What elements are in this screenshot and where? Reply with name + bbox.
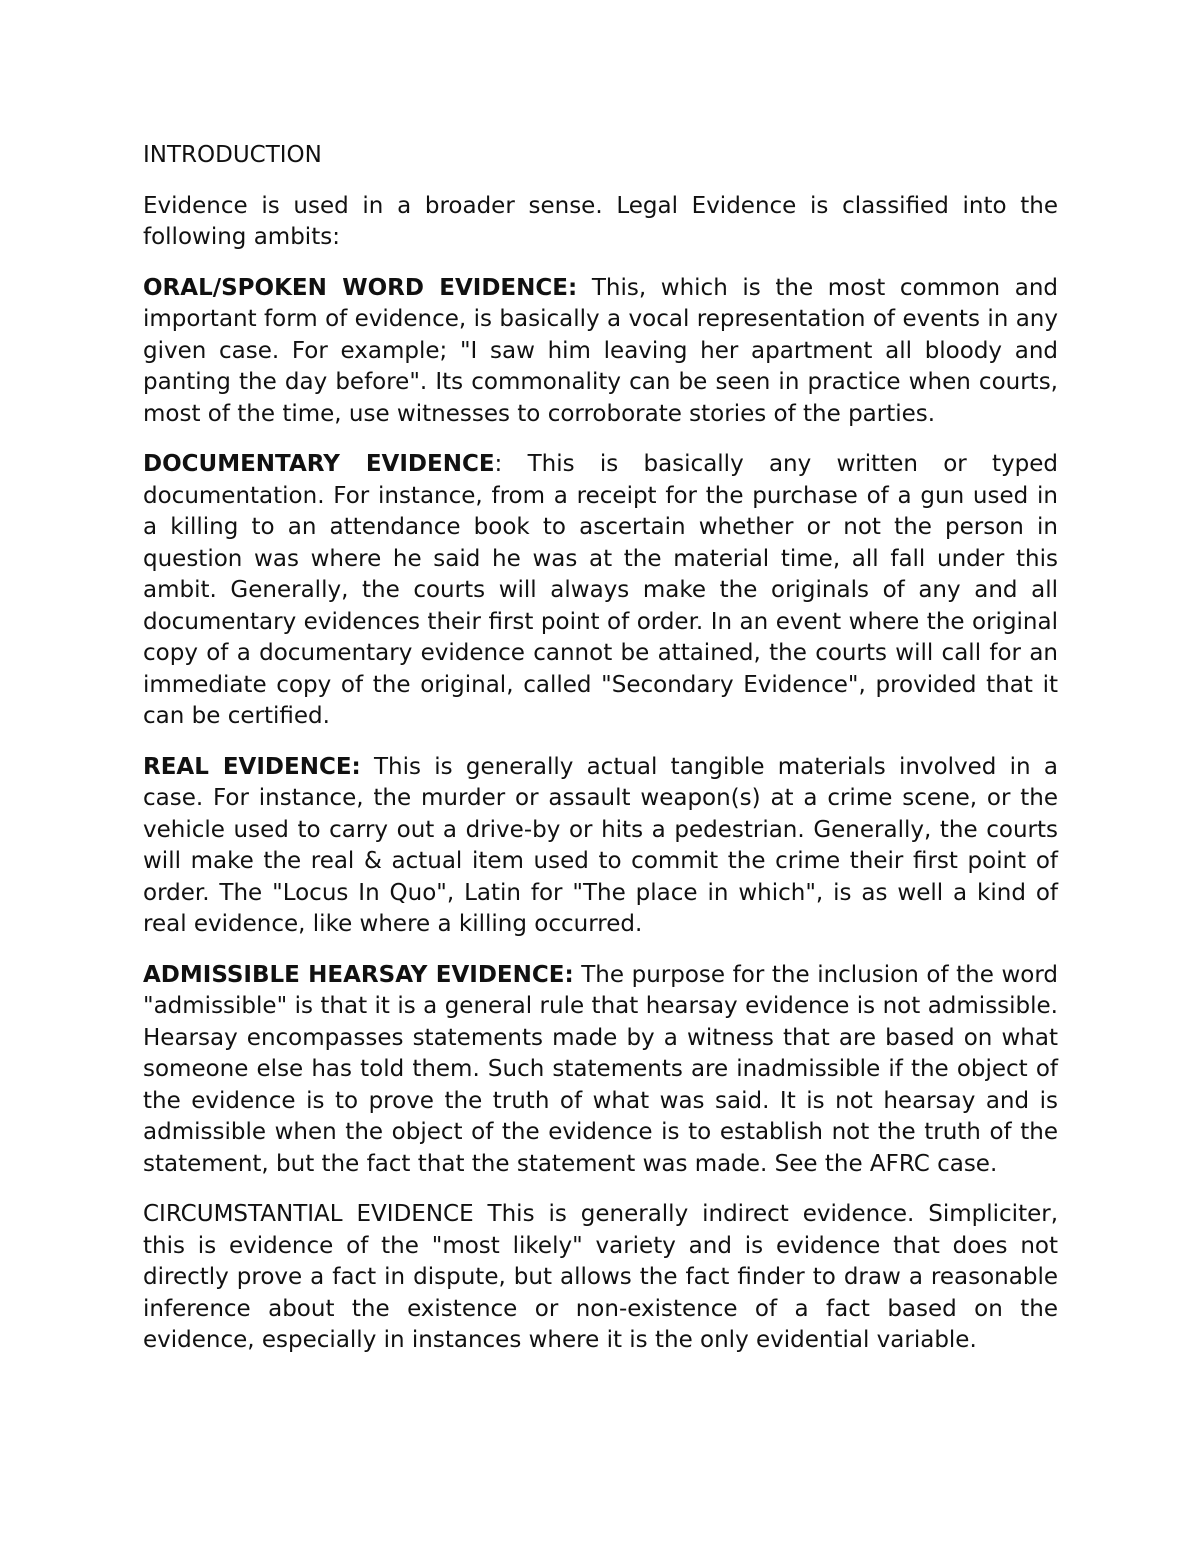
section-body: : This is basically any written or typed documentation. For instance, from a receipt for the purchase of a gun used in a killing to an attendance book to ascertain whether or not the person in question was where he said he was at the material time, all fall under this ambit. Generally, the courts will always make the originals of any and all documentary evidences their first point of order. In an event where the original copy of a documentary evidence cannot be attained, the courts will call for an immediate copy of the original, called "Secondary Evidence", provided that it can be certified.: [143, 451, 1058, 729]
document-heading: INTRODUCTION: [143, 142, 322, 168]
document-page: [143, 140, 1058, 1376]
section-documentary-evidence: [143, 449, 1058, 733]
section-body: The purpose for the inclusion of the word "admissible" is that it is a general rule that hearsay evidence is not admissible. Hearsay encompasses statements made by a witness that are based on what someone else has told them. Such statements are inadmissible if the object of the evidence is to prove the truth of what was said. It is not hearsay and is admissible when the object of the evidence is to establish not the truth of the statement, but the fact that the statement was made. See the AFRC case.: [143, 961, 1059, 1177]
section-label: REAL EVIDENCE:: [143, 753, 361, 780]
section-real-evidence: [143, 752, 1058, 941]
section-oral-evidence: [143, 273, 1058, 431]
section-label: CIRCUMSTANTIAL EVIDENCE: [143, 1201, 474, 1227]
section-hearsay-evidence: [143, 960, 1058, 1181]
section-body: This is generally actual tangible materials involved in a case. For instance, the murder or assault weapon(s) at a crime scene, or the vehicle used to carry out a drive-by or hits a pedestrian. Generally, the courts will make the real & actual item used to commit the crime their first point of order. The "Locus In Quo", Latin for "The place in which", is as well a kind of real evidence, like where a killing occurred.: [143, 753, 1058, 937]
intro-paragraph: Evidence is used in a broader sense. Legal Evidence is classified into the following ambits:: [143, 192, 1058, 250]
section-label: ADMISSIBLE HEARSAY EVIDENCE:: [143, 961, 574, 988]
section-body: This is generally indirect evidence. Simpliciter, this is evidence of the "most likely" variety and is evidence that does not directly prove a fact in dispute, but allows the fact finder to draw a reasonable inference about the existence or non-existence of a fact based on the evidence, especially in instances where it is the only evidential variable.: [143, 1201, 1059, 1353]
section-label: ORAL/SPOKEN WORD EVIDENCE:: [143, 274, 578, 301]
section-body: This, which is the most common and important form of evidence, is basically a vocal representation of events in any given case. For example; "I saw him leaving her apartment all bloody and panting the day before". Its commonality can be seen in practice when courts, most of the time, use witnesses to corroborate stories of the parties.: [143, 274, 1058, 427]
section-circumstantial-evidence: [143, 1199, 1058, 1357]
section-label: DOCUMENTARY EVIDENCE: [143, 451, 495, 477]
